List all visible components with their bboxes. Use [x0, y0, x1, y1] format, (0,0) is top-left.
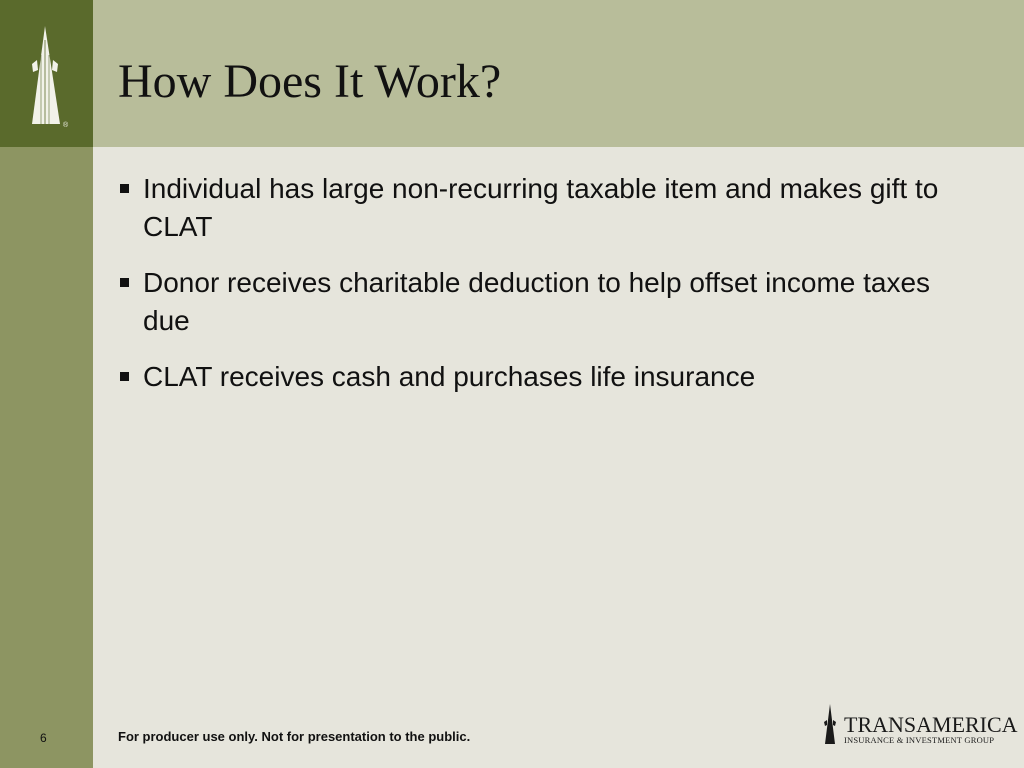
bullet-item	[118, 264, 968, 340]
footer-disclaimer: For producer use only. Not for presentation to the public.	[118, 729, 471, 744]
bullet-item	[118, 170, 968, 246]
brand-tagline: INSURANCE & INVESTMENT GROUP	[844, 735, 995, 745]
bullet-text: Individual has large non-recurring taxable item and makes gift to CLAT	[143, 173, 939, 242]
transamerica-logo	[822, 702, 1018, 748]
bullet-list	[118, 170, 968, 414]
page-number: 6	[40, 731, 47, 745]
square-bullet-icon	[120, 372, 129, 381]
square-bullet-icon	[120, 184, 129, 193]
registered-mark: ®	[63, 122, 69, 129]
bullet-text: Donor receives charitable deduction to help offset income taxes due	[143, 267, 931, 336]
bullet-item	[118, 358, 968, 396]
square-bullet-icon	[120, 278, 129, 287]
header-logo	[0, 0, 93, 147]
pyramid-tower-icon	[0, 0, 93, 147]
bullet-text: CLAT receives cash and purchases life insurance	[143, 361, 756, 392]
slide-title: How Does It Work?	[118, 55, 502, 108]
pyramid-tower-icon	[822, 702, 842, 746]
brand-name: TRANSAMERICA	[844, 712, 1018, 737]
